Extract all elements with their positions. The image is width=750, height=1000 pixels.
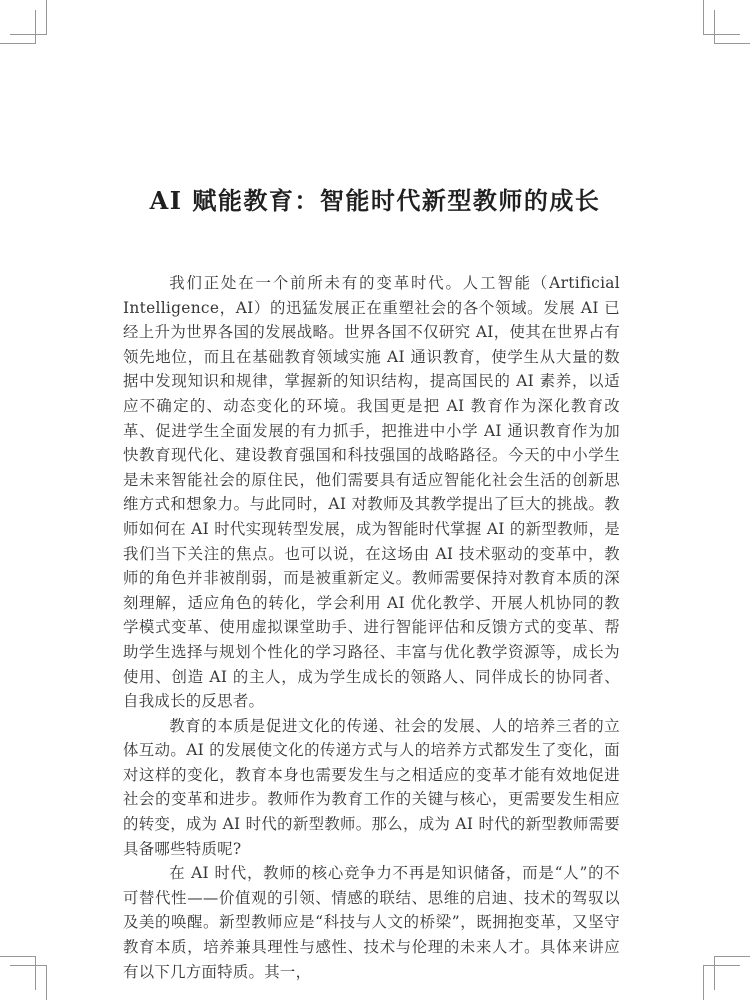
crop-mark-top-right [704, 0, 750, 44]
crop-mark-top-left [0, 0, 47, 44]
crop-mark-bottom-left [0, 957, 47, 1000]
document-body [123, 271, 620, 984]
paragraph: 教育的本质是促进文化的传递、社会的发展、人的培养三者的立体互动。AI 的发展使文化的传递方式与人的培养方式都发生了变化，面对这样的变化，教育本身也需要发生与之相适应的变革才能有效地促进社会的变革和进步。教师作为教育工作的关键与核心，更需要发生相应的转变，成为 AI 时代的新型教师。那么，成为 AI 时代的新型教师需要具备哪些特质呢? [123, 716, 620, 858]
paragraph: 在 AI 时代，教师的核心竞争力不再是知识储备，而是“人”的不可替代性——价值观的引领、情感的联结、思维的启迪、技术的驾驭以及美的唤醒。新型教师应是“科技与人文的桥梁”，既拥抱变革，又坚守教育本质，培养兼具理性与感性、技术与伦理的未来人才。具体来讲应有以下几方面特质。其一， [123, 864, 620, 981]
page-title: AI 赋能教育：智能时代新型教师的成长 [149, 186, 601, 215]
crop-mark-bottom-right [704, 957, 750, 1000]
paragraph: 我们正处在一个前所未有的变革时代。人工智能（Artificial Intelligence，AI）的迅猛发展正在重塑社会的各个领域。发展 AI 已经上升为世界各国的发展战略。世界各国不仅研究 AI，使其在世界占有领先地位，而且在基础教育领域实施 AI 通识教育，使学生从大量的数据中发现知识和规律，掌握新的知识结构，提高国民的 AI 素养，以适应不确定的、动态变化的环境。我国更是把 AI 教育作为深化教育改革、促进学生全面发展的有力抓手，把推进中小学 AI 通识教育作为加快教育现代化、建设教育强国和科技强国的战略路径。今天的中小学生是未来智能社会的原住民，他们需要具有适应智能化社会生活的创新思维方式和想象力。与此同时，AI 对教师及其教学提出了巨大的挑战。教师如何在 AI 时代实现转型发展，成为智能时代掌握 AI 的新型教师，是我们当下关注的焦点。也可以说，在这场由 AI 技术驱动的变革中，教师的角色并非被削弱，而是被重新定义。教师需要保持对教育本质的深刻理解，适应角色的转化，学会利用 AI 优化教学、开展人机协同的教学模式变革、使用虚拟课堂助手、进行智能评估和反馈方式的变革、帮助学生选择与规划个性化的学习路径、丰富与优化教学资源等，成长为使用、创造 AI 的主人，成为学生成长的领路人、同伴成长的协同者、自我成长的反思者。 [123, 274, 620, 711]
